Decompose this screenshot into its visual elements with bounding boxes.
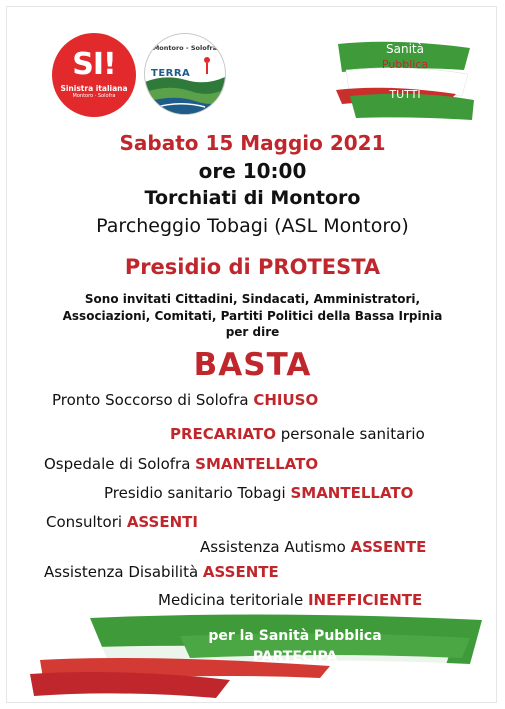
- event-time: ore 10:00: [198, 159, 307, 183]
- invite-text: [40, 291, 465, 341]
- list-item: [44, 455, 318, 473]
- slogan-line-2: e per: [390, 73, 420, 86]
- item-text: Assistenza Autismo: [200, 538, 351, 556]
- event-date: Sabato 15 Maggio 2021: [119, 131, 386, 155]
- list-item: [44, 563, 279, 581]
- item-highlight: ASSENTE: [350, 538, 427, 556]
- list-item: [158, 591, 422, 609]
- event-venue: Torchiati di Montoro: [144, 187, 361, 209]
- terra-logo: [144, 33, 226, 115]
- terra-logo-word: TERRA: [151, 68, 191, 79]
- item-text: Pronto Soccorso di Solofra: [52, 391, 254, 409]
- invite-line-1: Sono invitati Cittadini, Sindacati, Amministratori,: [84, 292, 421, 306]
- si-logo-name: Sinistra italiana: [60, 84, 128, 93]
- item-highlight: CHIUSO: [253, 391, 319, 409]
- event-parking: Parcheggio Tobagi (ASL Montoro): [96, 215, 409, 237]
- slogan: [350, 42, 460, 102]
- item-highlight: SMANTELLATO: [195, 455, 319, 473]
- item-text: Consultori: [46, 513, 127, 531]
- item-highlight: SMANTELLATO: [290, 484, 414, 502]
- list-item: [200, 538, 426, 556]
- invite-line-2: Associazioni, Comitati, Partiti Politici della Bassa Irpinia: [62, 308, 443, 323]
- list-item: [52, 391, 318, 409]
- si-logo-mark: SI!: [72, 47, 116, 82]
- item-highlight: PRECARIATO: [170, 425, 276, 443]
- item-highlight: ASSENTI: [126, 513, 198, 531]
- item-highlight: INEFFICIENTE: [307, 591, 423, 609]
- cta-banner: [160, 626, 430, 668]
- cta-line-1: per la Sanità Pubblica: [208, 628, 382, 644]
- item-text-after: personale sanitario: [275, 425, 425, 443]
- list-item: [104, 484, 413, 502]
- item-text: Medicina teritoriale: [158, 591, 308, 609]
- sinistra-italiana-logo: [52, 33, 136, 117]
- basta-title: BASTA: [193, 347, 312, 383]
- list-item: [46, 513, 198, 531]
- slogan-line-1b: Pubblica: [381, 58, 429, 71]
- si-logo-sub: Montoro · Solofra: [72, 93, 116, 99]
- slogan-line-1a: Sanità: [386, 42, 424, 56]
- item-text: Ospedale di Solofra: [44, 455, 196, 473]
- item-text: Assistenza Disabilità: [44, 563, 203, 581]
- headline: Presidio di PROTESTA: [124, 255, 381, 279]
- item-highlight: ASSENTE: [202, 563, 279, 581]
- slogan-line-3: TUTTI: [389, 88, 421, 101]
- invite-line-3: per dire: [225, 325, 280, 339]
- list-item: [170, 425, 425, 443]
- cta-line-2: PARTECIPA: [252, 649, 338, 665]
- terra-logo-place: Montoro - Solofra: [152, 44, 218, 52]
- item-text: Presidio sanitario Tobagi: [104, 484, 291, 502]
